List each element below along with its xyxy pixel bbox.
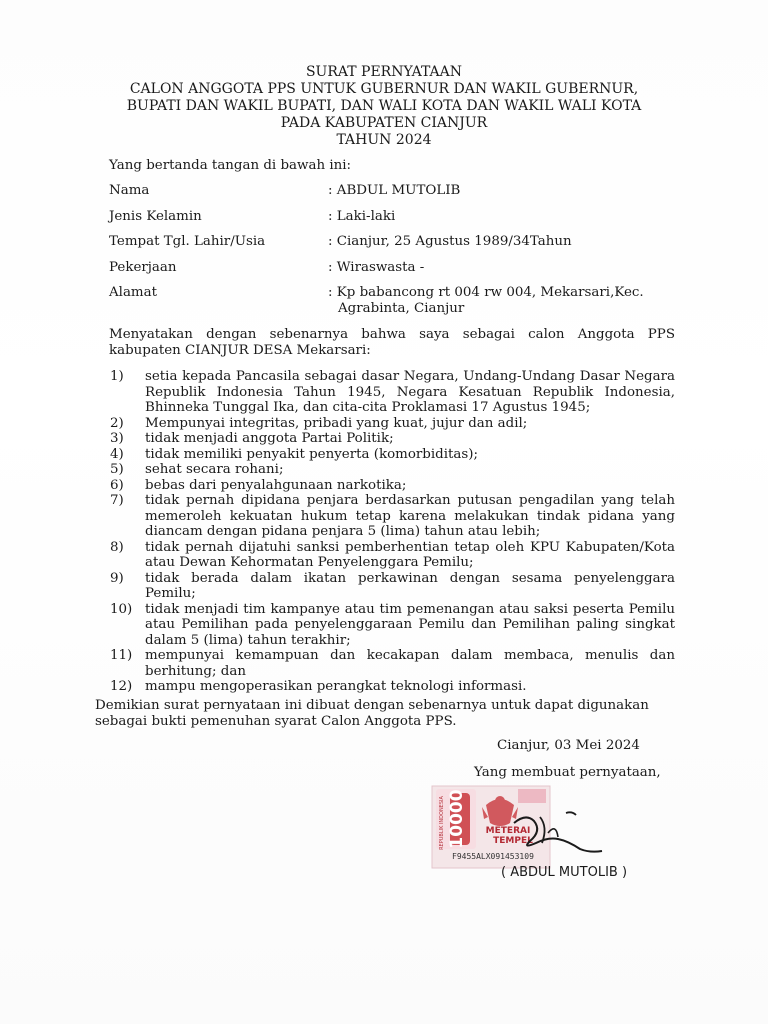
intro-text: Yang bertanda tangan di bawah ini: (109, 158, 352, 173)
title-line: CALON ANGGOTA PPS UNTUK GUBERNUR DAN WAKIL GUBERNUR, (129, 81, 639, 97)
list-number: 8) (110, 539, 124, 555)
title-line: BUPATI DAN WAKIL BUPATI, DAN WALI KOTA DAN WAKIL WALI KOTA (126, 98, 642, 114)
list-number: 5) (110, 462, 124, 477)
stamp-side-text: REPUBLIK INDONESIA (439, 796, 445, 850)
identity-table (109, 183, 669, 319)
list-item (110, 431, 675, 447)
title-line: PADA KABUPATEN CIANJUR (280, 115, 488, 131)
list-item (110, 571, 675, 602)
list-item (110, 478, 675, 494)
list-number: 3) (110, 431, 124, 446)
list-item (110, 369, 675, 416)
list-text: tidak menjadi anggota Partai Politik; (145, 431, 394, 446)
list-item (110, 416, 675, 432)
list-text: mampu mengoperasikan perangkat teknologi informasi. (145, 679, 527, 694)
list-item (110, 493, 675, 540)
list-text: sehat secara rohani; (145, 462, 284, 477)
identity-label: Nama (109, 183, 150, 198)
maker-label: Yang membuat pernyataan, (474, 765, 661, 780)
address-line-1: : Kp babancong rt 004 rw 004, Mekarsari,Kec. (328, 285, 644, 300)
address-line-2: Agrabinta, Cianjur (338, 301, 465, 316)
stamp-and-signature (430, 783, 605, 873)
identity-row-address (109, 285, 669, 319)
list-item (110, 447, 675, 463)
stamp-value: 10000 (447, 789, 467, 849)
title-line: TAHUN 2024 (336, 132, 432, 148)
stamp-label-2: TEMPEL (493, 836, 533, 846)
list-number: 12) (110, 679, 133, 694)
identity-row-gender (109, 209, 669, 235)
stamp-label-1: METERAI (485, 826, 531, 836)
list-number: 10) (110, 601, 133, 617)
identity-label: Alamat (109, 285, 157, 300)
identity-value: : Cianjur, 25 Agustus 1989/34Tahun (328, 234, 572, 249)
identity-value (328, 285, 673, 317)
signer-name: ( ABDUL MUTOLIB ) (501, 865, 628, 880)
list-number: 9) (110, 570, 124, 586)
list-text: bebas dari penyalahgunaan narkotika; (145, 477, 407, 493)
identity-row-birth (109, 234, 669, 260)
identity-row-occupation (109, 260, 669, 286)
stamp-serial: F9455ALX091453109 (452, 852, 534, 861)
identity-row-name (109, 183, 669, 209)
identity-value: : Laki-laki (328, 208, 396, 224)
identity-value: : ABDUL MUTOLIB (328, 183, 461, 198)
closing-text: Demikian surat pernyataan ini dibuat dengan sebenarnya untuk dapat digunakan sebagai bukti pemenuhan syarat Calon Anggota PPS. (95, 698, 649, 729)
list-number: 4) (110, 446, 124, 462)
list-text: mempunyai kemampuan dan kecakapan dalam membaca, menulis dan berhitung; dan (145, 648, 675, 679)
list-text: tidak pernah dijatuhi sanksi pemberhentian tetap oleh KPU Kabupaten/Kota atau Dewan Kehormatan Penyelenggara Pemilu; (145, 539, 675, 570)
list-number: 6) (110, 477, 124, 493)
list-text: tidak pernah dipidana penjara berdasarkan putusan pengadilan yang telah memeroleh kekuatan hukum tetap karena melakukan tindak pidana yang diancam dengan pidana penjara 5 (lima) tahun atau lebih; (145, 493, 675, 539)
list-item (110, 648, 675, 679)
statement-text: Menyatakan dengan sebenarnya bahwa saya sebagai calon Anggota PPS kabupaten CIANJUR DESA Mekarsari: (109, 327, 675, 358)
title-line: SURAT PERNYATAAN (305, 64, 463, 80)
identity-label: Tempat Tgl. Lahir/Usia (109, 234, 266, 249)
list-number: 2) (110, 415, 124, 431)
place-date: Cianjur, 03 Mei 2024 (497, 738, 640, 753)
list-text: Mempunyai integritas, pribadi yang kuat, jujur dan adil; (145, 415, 528, 431)
identity-value: : Wiraswasta - (328, 259, 425, 275)
list-item (110, 462, 675, 478)
list-text: setia kepada Pancasila sebagai dasar Negara, Undang-Undang Dasar Negara Republik Indonesia Tahun 1945, Negara Kesatuan Republik Indonesia, Bhinneka Tunggal Ika, dan cita-cita Proklamasi 17 Agustus 1945; (145, 369, 675, 415)
requirements-list (110, 369, 675, 695)
document-title (0, 64, 768, 149)
list-number: 11) (110, 648, 133, 663)
list-text: tidak memiliki penyakit penyerta (komorbiditas); (145, 446, 478, 462)
list-number: 1) (110, 369, 124, 384)
list-item (110, 602, 675, 649)
revenue-stamp-icon (430, 783, 605, 873)
list-text: tidak menjadi tim kampanye atau tim pemenangan atau saksi peserta Pemilu atau Pemilihan pada penyelenggaraan Pemilu dan Pemilihan paling singkat dalam 5 (lima) tahun terakhir; (145, 601, 675, 648)
list-number: 7) (110, 493, 124, 508)
list-item (110, 540, 675, 571)
identity-label: Jenis Kelamin (109, 208, 202, 224)
list-item (110, 679, 675, 695)
identity-label: Pekerjaan (109, 259, 177, 275)
list-text: tidak berada dalam ikatan perkawinan dengan sesama penyelenggara Pemilu; (145, 570, 675, 601)
